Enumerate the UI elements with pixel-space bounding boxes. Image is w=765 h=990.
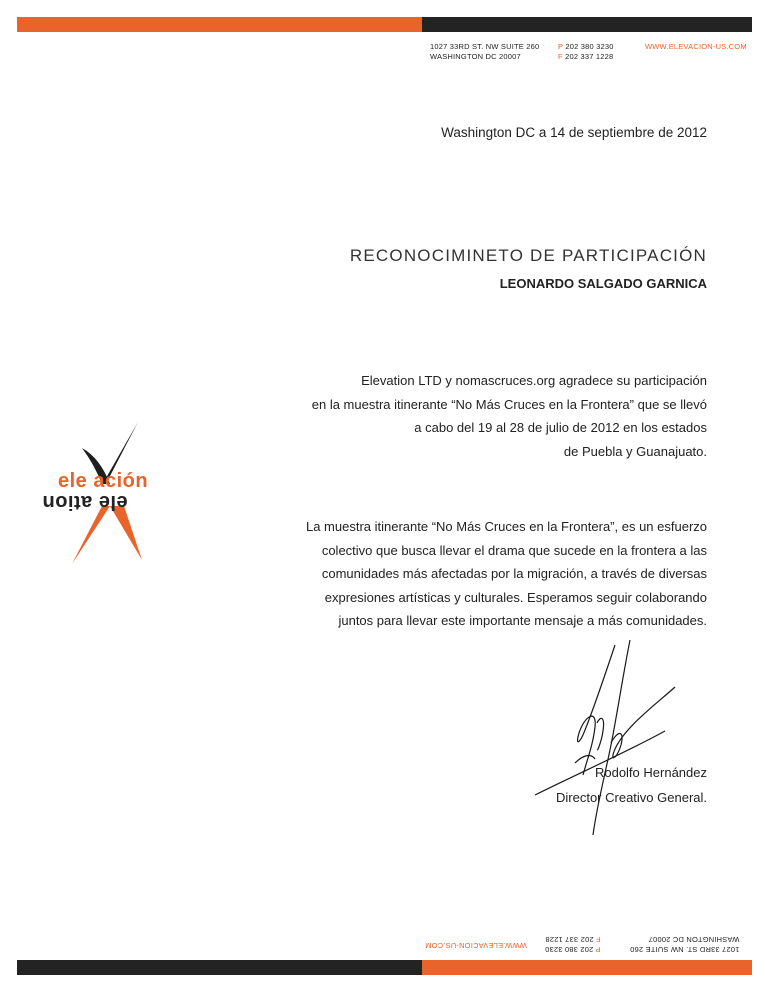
signer-name: Rodolfo Hernández — [594, 765, 707, 780]
phone-number: 202 380 3230 — [565, 42, 614, 51]
paragraph-1-line: en la muestra itinerante “No Más Cruces en la Frontera” que se llevó — [311, 396, 707, 412]
footer-fax-number: 202 337 1228 — [545, 935, 594, 944]
footer-phones — [545, 934, 601, 954]
paragraph-2-line: expresiones artísticas y culturales. Esperamos seguir colaborando — [324, 589, 707, 605]
phone-line — [558, 42, 614, 52]
paragraph-2-line: comunidades más afectadas por la migración, a través de diversas — [321, 566, 707, 582]
paragraph-1 — [312, 369, 707, 463]
logo-word-bottom: ele ation — [42, 491, 128, 513]
address-line-2: WASHINGTON DC 20007 — [430, 52, 521, 61]
footer-fax-label: F — [595, 935, 601, 944]
paragraph-1-line: a cabo del 19 al 28 de julio de 2012 en los estados — [414, 420, 707, 436]
paragraph-2 — [306, 515, 707, 633]
header-bar-dark — [422, 17, 752, 32]
fax-number: 202 337 1228 — [565, 52, 614, 61]
logo-word-top: ele ación — [58, 470, 149, 492]
header-website[interactable]: WWW.ELEVACION-US.COM — [645, 42, 747, 51]
fax-line — [558, 52, 614, 62]
footer-phone-line — [545, 944, 601, 954]
paragraph-1-line: de Puebla y Guanajuato. — [563, 443, 707, 459]
footer-bar-orange — [422, 960, 752, 975]
paragraph-2-line: colectivo que busca llevar el drama que sucede en la frontera a las — [321, 542, 707, 558]
footer-bar-dark — [17, 960, 422, 975]
header-address — [430, 42, 539, 62]
fax-label: F — [558, 52, 563, 61]
footer-phone-number: 202 380 3230 — [545, 945, 594, 954]
footer-address-line-1: 1027 33RD ST. NW SUITE 260 — [630, 945, 740, 954]
address-line-1: 1027 33RD ST. NW SUITE 260 — [430, 42, 540, 51]
paragraph-2-line: La muestra itinerante “No Más Cruces en la Frontera”, es un esfuerzo — [305, 519, 707, 534]
footer-website[interactable]: WWW.ELEVACION-US.COM — [425, 941, 527, 950]
handwritten-signature — [535, 635, 685, 845]
phone-label: P — [558, 42, 564, 51]
footer-fax-line — [545, 934, 601, 944]
footer-address — [630, 934, 739, 954]
recipient-name: LEONARDO SALGADO GARNICA — [499, 276, 707, 291]
footer-address-line-2: WASHINGTON DC 20007 — [648, 935, 740, 944]
header-bar-orange — [17, 17, 422, 32]
paragraph-1-line: Elevation LTD y nomascruces.org agradece su participación — [361, 373, 707, 388]
header-phones — [558, 42, 614, 62]
signer-title: Director Creativo General. — [556, 790, 707, 805]
paragraph-2-line: juntos para llevar este importante mensaje a más comunidades. — [338, 613, 707, 629]
letter-date: Washington DC a 14 de septiembre de 2012 — [441, 125, 707, 140]
footer-phone-label: P — [595, 945, 601, 954]
letter-title: RECONOCIMINETO DE PARTICIPACIÓN — [349, 246, 707, 265]
